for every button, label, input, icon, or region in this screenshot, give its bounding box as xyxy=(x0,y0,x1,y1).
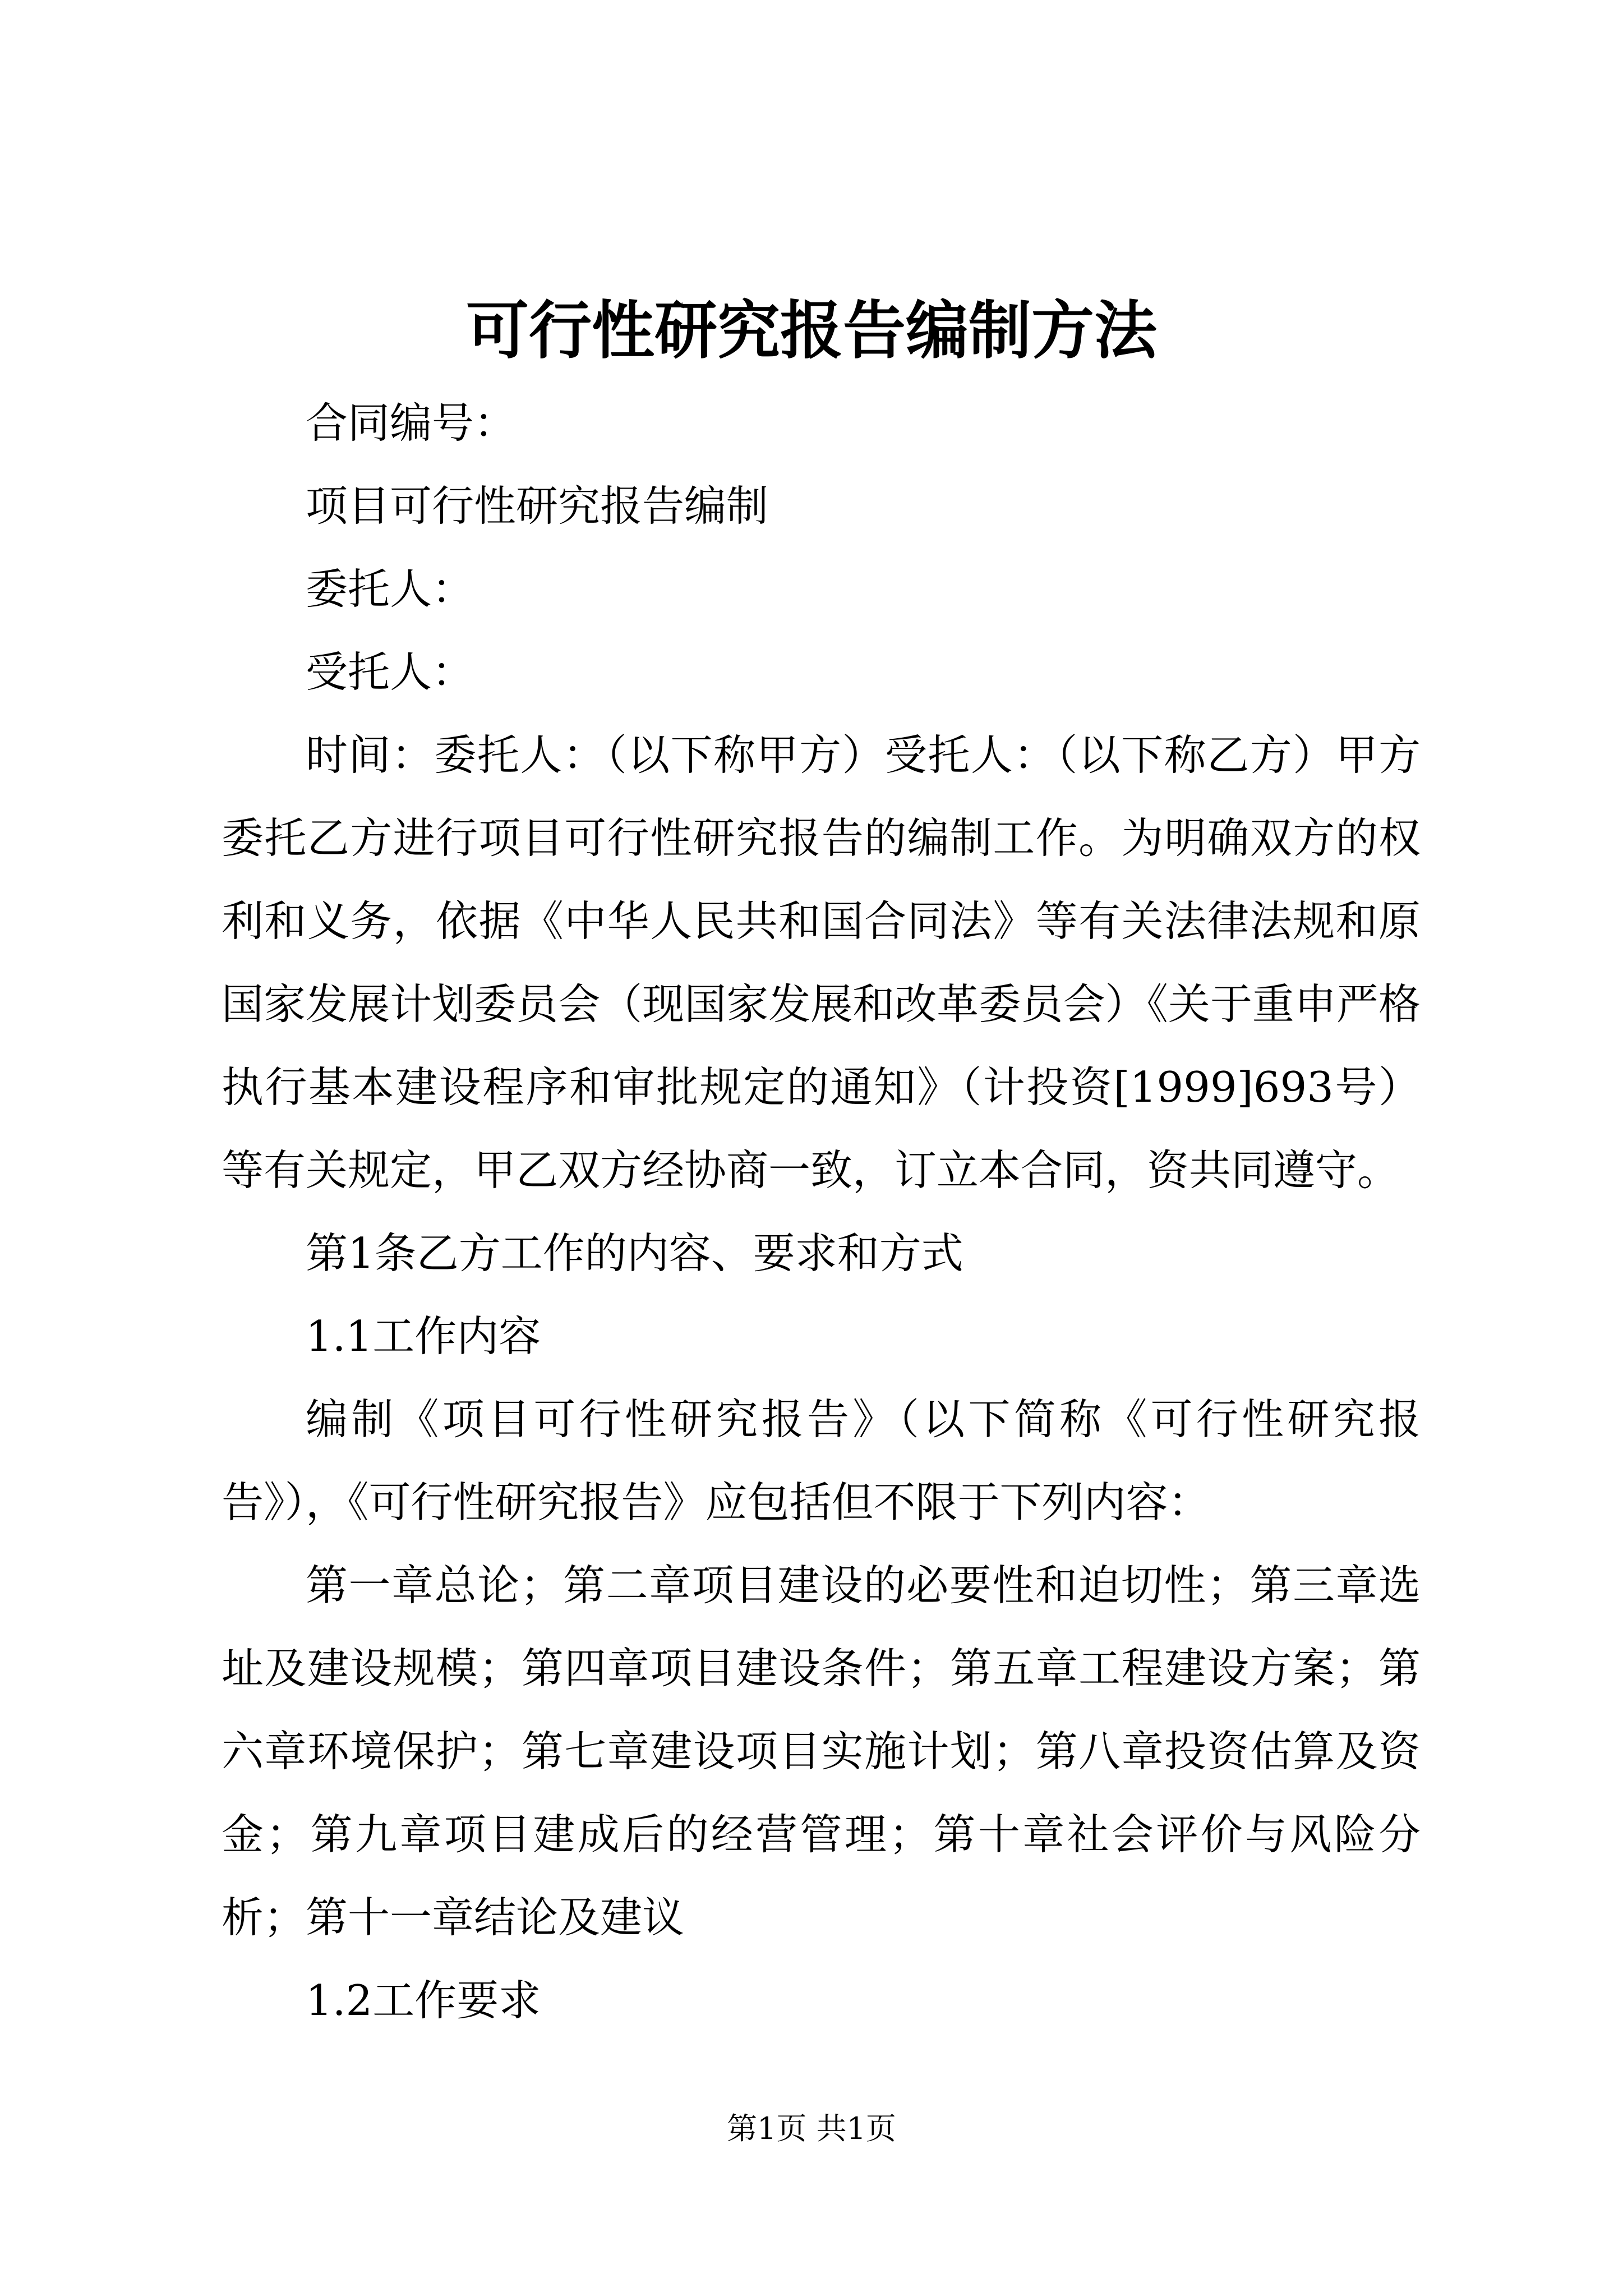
page-footer: 第1页 共1页 xyxy=(727,2111,896,2146)
paragraph-preamble: 时间：委托人：（以下称甲方）受托人：（以下称乙方）甲方委托乙方进行项目可行性研究报告的编制工作。为明确双方的权利和义务，依据《中华人民共和国合同法》等有关法律法规和原国家发展计划委员会（现国家发展和改革委员会）《关于重申严格执行基本建设程序和审批规定的通知》（计投资[1999]693号）等有关规定，甲乙双方经协商一致，订立本合同，资共同遵守。 xyxy=(222,730,1421,1195)
paragraph-contractor: 受托人： xyxy=(306,647,474,697)
paragraph-project-name: 项目可行性研究报告编制 xyxy=(306,481,769,531)
paragraph-chapter-list: 第一章总论；第二章项目建设的必要性和迫切性；第三章选址及建设规模；第四章项目建设条件；第五章工程建设方案；第六章环境保护；第七章建设项目实施计划；第八章投资估算及资金；第九章项目建成后的经营管理；第十章社会评价与风险分析；第十一章结论及建议 xyxy=(222,1561,1421,1942)
paragraph-client: 委托人： xyxy=(306,564,474,614)
document-title: 可行性研究报告编制方法 xyxy=(466,294,1157,367)
paragraph-section-1-1: 1.1工作内容 xyxy=(306,1312,541,1361)
paragraph-contract-number: 合同编号： xyxy=(306,398,517,448)
paragraph-section-1-2: 1.2工作要求 xyxy=(306,1976,541,2025)
document-body xyxy=(222,381,1421,2042)
paragraph-report-scope: 编制《项目可行性研究报告》（以下简称《可行性研究报告》），《可行性研究报告》应包括但不限于下列内容： xyxy=(222,1395,1421,1527)
paragraph-article-1: 第1条乙方工作的内容、要求和方式 xyxy=(306,1228,963,1278)
